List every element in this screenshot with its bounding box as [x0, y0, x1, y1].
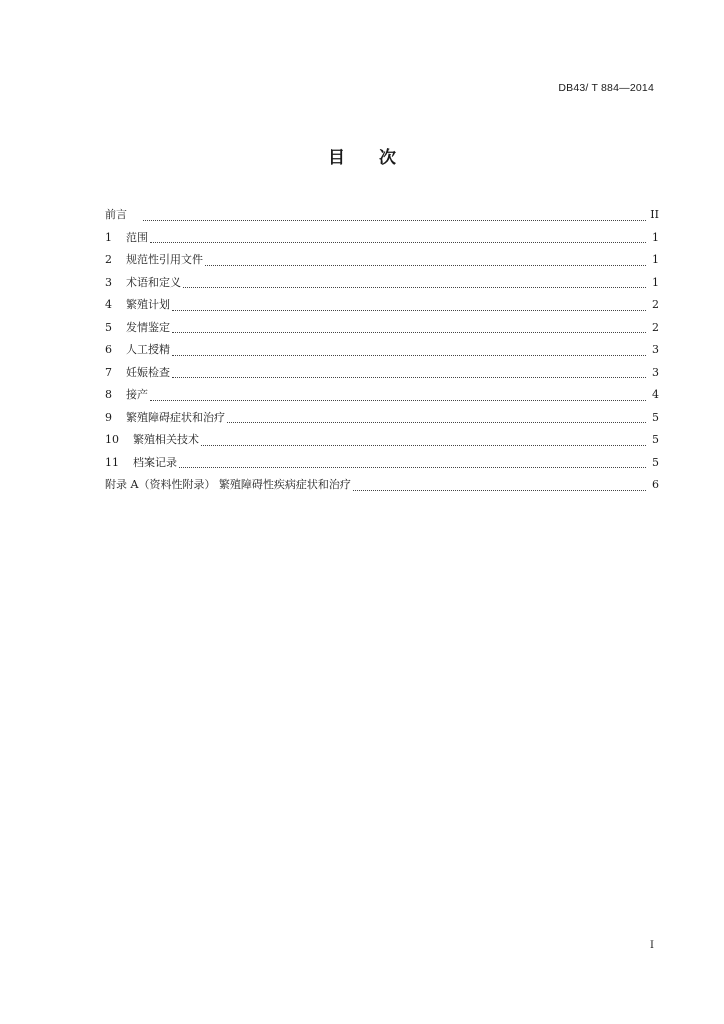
- toc-entry-number: 4: [105, 298, 112, 311]
- toc-entry-number: 1: [105, 230, 112, 244]
- toc-entry-label: 发情鉴定: [126, 320, 170, 334]
- toc-dot-leader: [172, 310, 646, 311]
- toc-entry-8[interactable]: [105, 386, 659, 409]
- toc-entry-number: 9: [105, 410, 112, 424]
- toc-entry-2[interactable]: [105, 251, 659, 274]
- toc-dot-leader: [172, 355, 646, 356]
- toc-entry-9[interactable]: [105, 409, 659, 432]
- toc-entry-page: 1: [652, 275, 659, 289]
- toc-entry-page: 6: [652, 478, 659, 491]
- toc-entry-label: 附录 A（资料性附录） 繁殖障碍性疾病症状和治疗: [105, 478, 351, 491]
- toc-entry-label: 规范性引用文件: [126, 253, 203, 266]
- toc-entry-label: 繁殖计划: [126, 298, 170, 311]
- toc-entry-11[interactable]: [105, 454, 659, 477]
- toc-entry-page: 3: [652, 343, 659, 356]
- toc-entry-number: 10: [105, 433, 119, 446]
- toc-dot-leader: [205, 265, 646, 266]
- toc-entry-foreword[interactable]: [105, 206, 659, 229]
- toc-entry-page: 3: [652, 365, 659, 379]
- toc-entry-number: 3: [105, 275, 112, 289]
- document-code: DB43/ T 884—2014: [558, 82, 654, 94]
- toc-entry-label: 繁殖相关技术: [133, 433, 199, 446]
- toc-entry-number: 7: [105, 365, 112, 379]
- toc-dot-leader: [179, 467, 646, 468]
- toc-entry-4[interactable]: [105, 296, 659, 319]
- toc-entry-appendix-a[interactable]: [105, 476, 659, 499]
- toc-entry-number: 11: [105, 455, 119, 469]
- toc-entry-label: 接产: [126, 388, 148, 401]
- page-number: I: [650, 940, 654, 951]
- toc-entry-page: 2: [652, 298, 659, 311]
- toc-entry-page: 1: [652, 253, 659, 266]
- toc-entry-page: II: [650, 208, 659, 221]
- toc-entry-number: 2: [105, 253, 112, 266]
- toc-dot-leader: [172, 332, 646, 333]
- toc-entry-label: 范围: [126, 230, 148, 244]
- toc-entry-page: 2: [652, 320, 659, 334]
- toc-entry-7[interactable]: [105, 364, 659, 387]
- table-of-contents: [105, 206, 659, 499]
- toc-entry-page: 5: [652, 455, 659, 469]
- toc-dot-leader: [227, 422, 646, 423]
- toc-entry-page: 4: [652, 388, 659, 401]
- toc-entry-1[interactable]: [105, 229, 659, 252]
- toc-entry-label: 前言: [105, 208, 127, 221]
- toc-entry-number: 5: [105, 320, 112, 334]
- toc-entry-5[interactable]: [105, 319, 659, 342]
- toc-entry-3[interactable]: [105, 274, 659, 297]
- toc-dot-leader: [201, 445, 646, 446]
- toc-entry-number: 6: [105, 343, 112, 356]
- toc-dot-leader: [143, 220, 646, 221]
- toc-entry-page: 5: [652, 410, 659, 424]
- toc-entry-page: 5: [652, 433, 659, 446]
- page-title: 目次: [328, 148, 430, 168]
- toc-entry-number: 8: [105, 388, 112, 401]
- toc-dot-leader: [183, 287, 646, 288]
- toc-dot-leader: [150, 242, 646, 243]
- toc-entry-6[interactable]: [105, 341, 659, 364]
- toc-dot-leader: [150, 400, 646, 401]
- toc-entry-label: 妊娠检查: [126, 365, 170, 379]
- toc-entry-10[interactable]: [105, 431, 659, 454]
- toc-entry-page: 1: [652, 230, 659, 244]
- toc-entry-label: 人工授精: [126, 343, 170, 356]
- toc-entry-label: 繁殖障碍症状和治疗: [126, 410, 225, 424]
- toc-dot-leader: [172, 377, 646, 378]
- toc-entry-label: 术语和定义: [126, 275, 181, 289]
- toc-dot-leader: [353, 490, 646, 491]
- toc-entry-label: 档案记录: [133, 455, 177, 469]
